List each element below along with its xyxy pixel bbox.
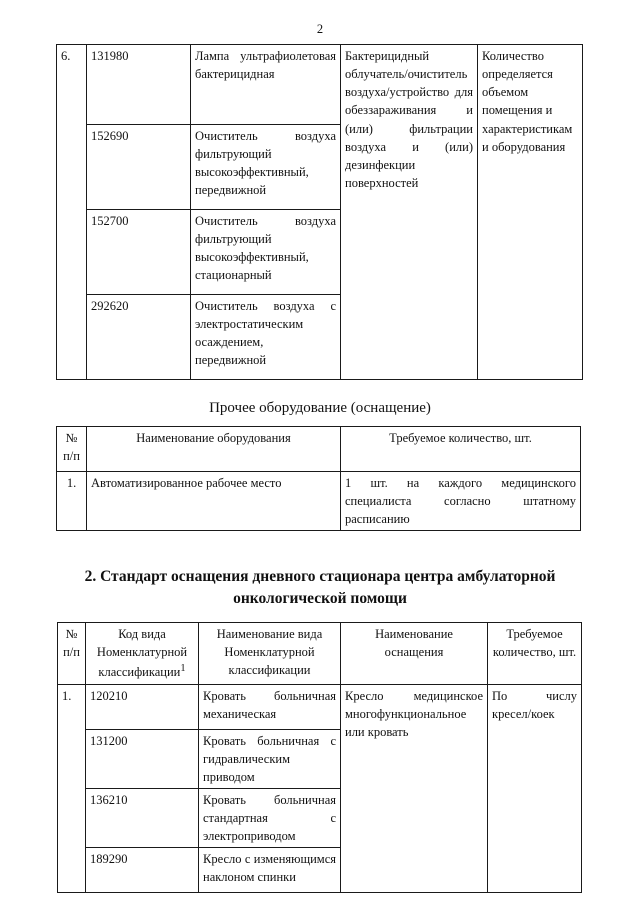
name-cell: Кресло с изменяющимся наклоном спинки bbox=[199, 848, 341, 893]
equipment-table-continuation bbox=[56, 44, 583, 380]
other-equipment-heading: Прочее оборудование (оснащение) bbox=[209, 400, 431, 416]
equipment-cell: Кресло медицинское многофункциональное или кровать bbox=[341, 684, 488, 893]
name-cell: Кровать больничная с гидравлическим приводом bbox=[199, 729, 341, 788]
table-row bbox=[57, 45, 583, 125]
header-qty: Требуемое количество, шт. bbox=[488, 623, 582, 685]
table-header-row bbox=[57, 427, 581, 472]
code-cell: 292620 bbox=[87, 295, 191, 380]
code-cell: 152690 bbox=[87, 125, 191, 210]
row-number: 1. bbox=[57, 472, 87, 531]
quantity-cell: Количество определяется объемом помещения и характеристикам и оборудования bbox=[478, 45, 583, 380]
header-num: № п/п bbox=[57, 427, 87, 472]
page-number: 2 bbox=[316, 22, 324, 36]
name-cell: Кровать больничная механическая bbox=[199, 684, 341, 729]
header-qty: Требуемое количество, шт. bbox=[341, 427, 581, 472]
header-name: Наименование оборудования bbox=[87, 427, 341, 472]
code-cell: 152700 bbox=[87, 210, 191, 295]
header-code-text: Код вида Номенклатурной классификации bbox=[96, 627, 188, 680]
code-cell: 136210 bbox=[86, 788, 199, 847]
row-number: 1. bbox=[58, 684, 86, 893]
day-hospital-equipment-table bbox=[57, 622, 582, 893]
header-code bbox=[86, 623, 199, 685]
code-cell: 131200 bbox=[86, 729, 199, 788]
row-number: 6. bbox=[57, 45, 87, 380]
name-cell: Очиститель воздуха с электростатическим осаждением, передвижной bbox=[191, 295, 341, 380]
name-cell: Очиститель воздуха фильтрующий высокоэффективный, стационарный bbox=[191, 210, 341, 295]
code-cell: 189290 bbox=[86, 848, 199, 893]
code-cell: 131980 bbox=[87, 45, 191, 125]
quantity-cell: По числу кресел/коек bbox=[488, 684, 582, 893]
table-row bbox=[58, 684, 582, 729]
quantity-cell: 1 шт. на каждого медицинского специалиста согласно штатному расписанию bbox=[341, 472, 581, 531]
table-row bbox=[57, 472, 581, 531]
code-cell: 120210 bbox=[86, 684, 199, 729]
footnote-marker: 1 bbox=[180, 663, 186, 675]
equipment-cell: Бактерицидный облучатель/очиститель воздуха/устройство для обеззараживания и (или) фильтрации воздуха и (или) дезинфекции поверхностей bbox=[341, 45, 478, 380]
name-cell: Лампа ультрафиолетовая бактерицидная bbox=[191, 45, 341, 125]
name-cell: Очиститель воздуха фильтрующий высокоэффективный, передвижной bbox=[191, 125, 341, 210]
section-heading: 2. Стандарт оснащения дневного стационара центра амбулаторной онкологической помощи bbox=[84, 568, 556, 608]
header-num: № п/п bbox=[58, 623, 86, 685]
header-name: Наименование вида Номенклатурной классификации bbox=[199, 623, 341, 685]
name-cell: Автоматизированное рабочее место bbox=[87, 472, 341, 531]
header-equipment: Наименование оснащения bbox=[341, 623, 488, 685]
name-cell: Кровать больничная стандартная с электроприводом bbox=[199, 788, 341, 847]
other-equipment-table bbox=[56, 426, 581, 531]
table-header-row bbox=[58, 623, 582, 685]
